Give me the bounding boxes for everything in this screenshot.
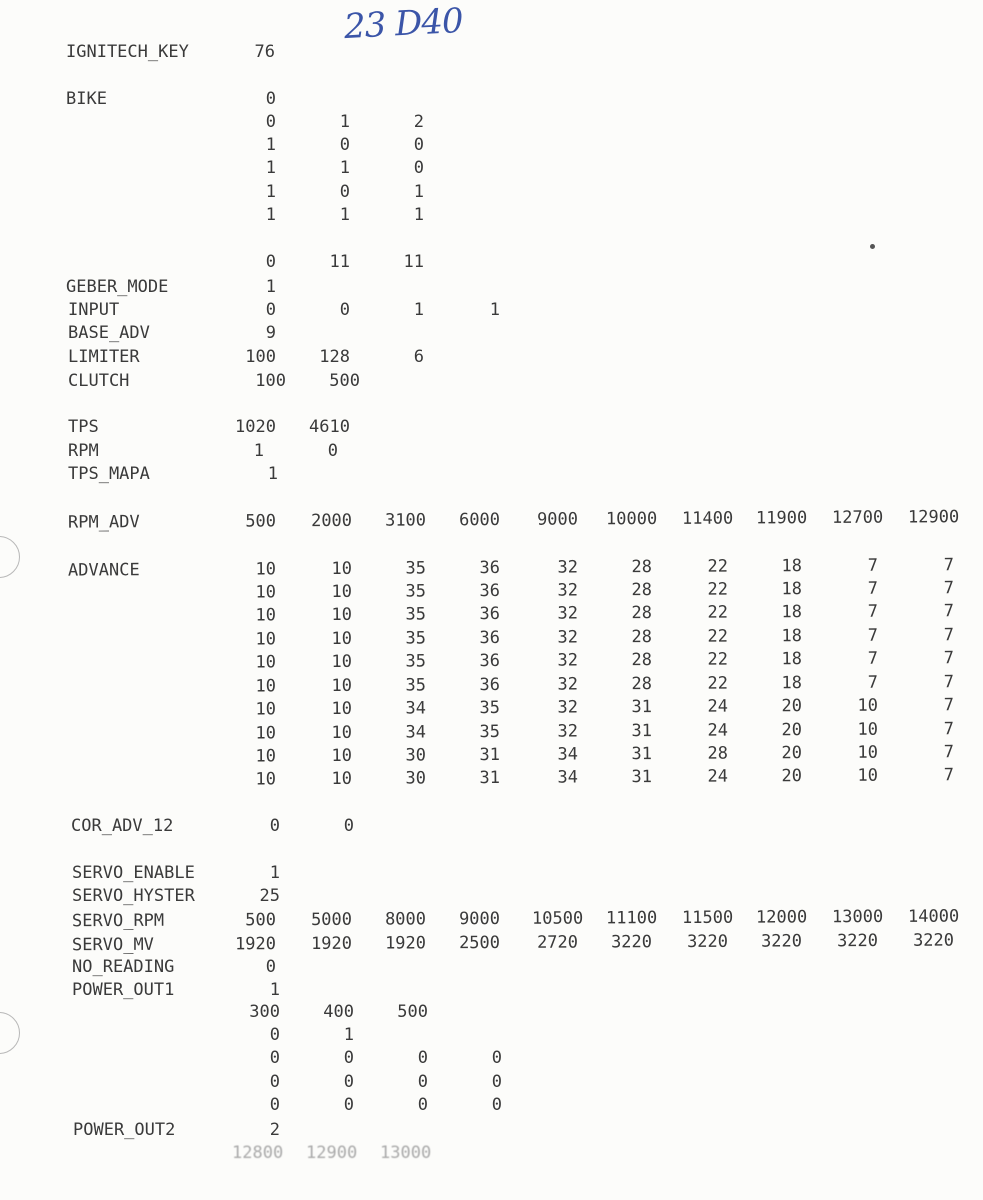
parameter-value: 36 bbox=[479, 674, 501, 696]
parameter-value: 1 bbox=[269, 863, 280, 883]
parameter-value: 0 bbox=[339, 300, 350, 320]
parameter-value: 10 bbox=[331, 768, 353, 789]
parameter-value: 0 bbox=[269, 1095, 280, 1115]
parameter-value: 11400 bbox=[681, 508, 734, 529]
parameter-label: NO_READING bbox=[72, 957, 175, 977]
parameter-value: 10 bbox=[255, 605, 277, 626]
config-row bbox=[0, 251, 983, 273]
ink-speck bbox=[870, 244, 875, 249]
parameter-value: 20 bbox=[781, 696, 803, 717]
parameter-value: 11 bbox=[403, 252, 424, 272]
parameter-value: 28 bbox=[707, 743, 729, 764]
parameter-label: SERVO_HYSTER bbox=[72, 886, 195, 906]
parameter-value: 0 bbox=[417, 1072, 428, 1092]
parameter-value: 1920 bbox=[384, 933, 427, 954]
parameter-value: 500 bbox=[245, 511, 277, 532]
parameter-value: 0 bbox=[417, 1095, 428, 1115]
parameter-value: 35 bbox=[405, 628, 427, 649]
config-row bbox=[0, 694, 983, 722]
parameter-value: 12900 bbox=[907, 507, 960, 528]
parameter-value: 10000 bbox=[605, 508, 658, 530]
parameter-label: RPM bbox=[68, 441, 99, 461]
parameter-label: IGNITECH_KEY bbox=[66, 42, 189, 62]
config-row bbox=[0, 1047, 983, 1069]
config-row bbox=[0, 600, 983, 628]
parameter-value: 7 bbox=[867, 672, 879, 693]
parameter-label: SERVO_RPM bbox=[71, 910, 165, 932]
parameter-value: 1 bbox=[339, 112, 350, 132]
parameter-value: 7 bbox=[943, 555, 955, 576]
parameter-value: 0 bbox=[339, 182, 350, 202]
parameter-label: POWER_OUT2 bbox=[73, 1120, 176, 1140]
parameter-value: 28 bbox=[631, 603, 653, 624]
parameter-value: 32 bbox=[557, 603, 579, 624]
parameter-value: 10 bbox=[255, 629, 277, 650]
parameter-value: 32 bbox=[557, 557, 579, 578]
parameter-value: 1 bbox=[265, 182, 276, 202]
config-row bbox=[0, 440, 983, 462]
parameter-value: 7 bbox=[943, 742, 955, 763]
parameter-value: 10 bbox=[255, 582, 277, 603]
parameter-value: 20 bbox=[781, 720, 803, 741]
parameter-value: 0 bbox=[269, 1048, 280, 1068]
config-row bbox=[0, 204, 983, 226]
parameter-value: 3220 bbox=[912, 930, 955, 951]
parameter-value: 36 bbox=[479, 603, 501, 625]
parameter-value: 0 bbox=[413, 135, 424, 155]
parameter-value: 18 bbox=[781, 556, 803, 577]
parameter-label: SERVO_MV bbox=[71, 934, 154, 956]
parameter-value: 0 bbox=[265, 957, 276, 977]
parameter-value: 10 bbox=[331, 651, 353, 672]
parameter-value: 22 bbox=[707, 673, 729, 694]
parameter-value: 7 bbox=[943, 648, 955, 669]
parameter-value: 7 bbox=[867, 578, 879, 599]
parameter-value: 9000 bbox=[458, 908, 501, 930]
parameter-value: 20 bbox=[781, 743, 803, 764]
parameter-value: 30 bbox=[405, 745, 427, 766]
parameter-value: 1 bbox=[267, 464, 278, 484]
parameter-value: 22 bbox=[707, 602, 729, 623]
parameter-label: TPS_MAPA bbox=[68, 464, 150, 484]
parameter-value: 36 bbox=[479, 627, 501, 649]
parameter-value: 1 bbox=[265, 158, 276, 178]
config-row bbox=[0, 111, 983, 133]
parameter-value: 0 bbox=[491, 1048, 502, 1068]
config-row bbox=[0, 1094, 983, 1116]
parameter-value: 32 bbox=[557, 721, 579, 742]
parameter-value: 22 bbox=[707, 649, 729, 670]
parameter-label: COR_ADV_12 bbox=[71, 816, 174, 836]
parameter-value: 11 bbox=[329, 252, 350, 272]
parameter-label: GEBER_MODE bbox=[66, 277, 169, 297]
parameter-value: 2720 bbox=[536, 932, 579, 953]
parameter-value: 7 bbox=[943, 672, 955, 693]
parameter-value: 20 bbox=[781, 766, 803, 787]
parameter-value: 0 bbox=[491, 1095, 502, 1115]
config-row bbox=[0, 134, 983, 156]
parameter-value: 2 bbox=[413, 112, 424, 132]
parameter-value: 7 bbox=[943, 625, 955, 646]
parameter-value: 10500 bbox=[531, 908, 584, 929]
parameter-value: 1 bbox=[413, 205, 424, 225]
parameter-label: INPUT bbox=[68, 300, 120, 320]
parameter-value: 35 bbox=[405, 558, 427, 579]
config-row bbox=[0, 463, 983, 485]
config-row bbox=[0, 157, 983, 179]
parameter-value: 7 bbox=[867, 601, 879, 622]
parameter-value: 31 bbox=[631, 744, 653, 765]
parameter-value: 0 bbox=[269, 1025, 280, 1045]
parameter-value: 18 bbox=[781, 626, 803, 647]
handwritten-note: 23 D40 bbox=[343, 0, 464, 48]
config-row bbox=[0, 764, 983, 792]
parameter-value: 10 bbox=[255, 559, 277, 580]
parameter-value: 10 bbox=[255, 676, 277, 697]
parameter-value: 10 bbox=[331, 745, 353, 766]
config-row bbox=[0, 862, 983, 884]
parameter-value: 1 bbox=[343, 1025, 354, 1045]
parameter-value: 10 bbox=[255, 769, 277, 790]
config-row bbox=[0, 1071, 983, 1093]
parameter-value: 10 bbox=[255, 723, 277, 744]
parameter-value: 1920 bbox=[310, 933, 353, 954]
parameter-value: 32 bbox=[557, 697, 579, 718]
parameter-value: 34 bbox=[405, 698, 427, 719]
parameter-value: 1 bbox=[269, 980, 280, 1000]
parameter-value: 25 bbox=[259, 886, 280, 906]
parameter-value: 28 bbox=[631, 650, 653, 671]
config-row bbox=[0, 370, 983, 392]
parameter-value: 12900 bbox=[306, 1143, 358, 1163]
config-row bbox=[0, 1142, 983, 1164]
parameter-value: 32 bbox=[557, 674, 579, 695]
parameter-value: 128 bbox=[319, 347, 350, 367]
parameter-value: 2500 bbox=[458, 932, 501, 954]
parameter-label: LIMITER bbox=[68, 347, 140, 367]
parameter-value: 0 bbox=[269, 816, 280, 836]
parameter-value: 13000 bbox=[380, 1143, 432, 1163]
parameter-value: 12800 bbox=[232, 1143, 284, 1163]
parameter-value: 12000 bbox=[755, 907, 808, 928]
parameter-value: 500 bbox=[245, 910, 277, 931]
parameter-value: 0 bbox=[343, 1048, 354, 1068]
config-row bbox=[0, 979, 983, 1001]
config-row bbox=[0, 885, 983, 907]
config-row bbox=[0, 299, 983, 321]
parameter-value: 10 bbox=[331, 581, 353, 602]
parameter-value: 18 bbox=[781, 673, 803, 694]
parameter-value: 10 bbox=[255, 699, 277, 720]
parameter-value: 31 bbox=[479, 744, 501, 766]
parameter-value: 6 bbox=[413, 347, 424, 367]
config-row bbox=[0, 506, 983, 534]
parameter-value: 500 bbox=[329, 371, 360, 391]
config-row bbox=[0, 322, 983, 344]
parameter-label: CLUTCH bbox=[68, 371, 130, 391]
parameter-value: 2 bbox=[269, 1120, 280, 1140]
parameter-label: BASE_ADV bbox=[68, 323, 150, 343]
parameter-value: 1 bbox=[265, 277, 276, 297]
config-row bbox=[0, 647, 983, 675]
parameter-value: 28 bbox=[631, 627, 653, 648]
parameter-value: 0 bbox=[265, 89, 276, 109]
parameter-value: 10 bbox=[331, 558, 353, 579]
parameter-value: 10 bbox=[857, 719, 879, 740]
parameter-value: 7 bbox=[943, 719, 955, 740]
parameter-label: BIKE bbox=[66, 89, 107, 109]
parameter-value: 7 bbox=[867, 555, 879, 576]
parameter-value: 3220 bbox=[836, 930, 879, 952]
parameter-value: 0 bbox=[265, 252, 276, 272]
config-row bbox=[0, 1024, 983, 1046]
config-row bbox=[0, 181, 983, 203]
parameter-value: 1 bbox=[413, 182, 424, 202]
parameter-value: 11100 bbox=[605, 908, 658, 929]
parameter-value: 10 bbox=[255, 746, 277, 767]
parameter-value: 8000 bbox=[384, 909, 427, 930]
parameter-value: 0 bbox=[265, 300, 276, 320]
parameter-value: 10 bbox=[857, 695, 879, 716]
parameter-value: 11500 bbox=[681, 907, 734, 929]
config-row bbox=[0, 276, 983, 298]
parameter-value: 9000 bbox=[536, 509, 579, 530]
config-row bbox=[0, 41, 983, 63]
parameter-value: 12700 bbox=[831, 507, 884, 528]
parameter-value: 24 bbox=[707, 720, 729, 741]
parameter-value: 0 bbox=[269, 1072, 280, 1092]
parameter-value: 3220 bbox=[610, 932, 653, 953]
parameter-value: 13000 bbox=[831, 906, 884, 928]
parameter-value: 10 bbox=[331, 675, 353, 696]
config-row bbox=[0, 88, 983, 110]
parameter-value: 18 bbox=[781, 579, 803, 600]
parameter-value: 7 bbox=[943, 695, 955, 716]
parameter-value: 1 bbox=[265, 205, 276, 225]
parameter-value: 28 bbox=[631, 674, 653, 695]
config-row bbox=[0, 929, 983, 956]
parameter-value: 1 bbox=[413, 300, 424, 320]
parameter-value: 28 bbox=[631, 557, 653, 578]
parameter-value: 3220 bbox=[760, 931, 803, 952]
parameter-value: 76 bbox=[254, 42, 275, 62]
parameter-value: 18 bbox=[781, 602, 803, 623]
parameter-value: 7 bbox=[867, 648, 879, 669]
parameter-value: 34 bbox=[557, 767, 579, 788]
parameter-value: 36 bbox=[479, 580, 501, 602]
parameter-value: 0 bbox=[417, 1048, 428, 1068]
parameter-value: 35 bbox=[405, 581, 427, 602]
parameter-value: 35 bbox=[479, 697, 501, 719]
parameter-value: 1920 bbox=[234, 934, 277, 955]
parameter-value: 6000 bbox=[458, 509, 501, 531]
parameter-value: 0 bbox=[339, 135, 350, 155]
parameter-value: 10 bbox=[857, 765, 879, 786]
config-row bbox=[0, 1001, 983, 1023]
parameter-value: 500 bbox=[397, 1002, 428, 1022]
parameter-value: 36 bbox=[479, 650, 501, 672]
config-row bbox=[0, 905, 983, 932]
parameter-label: TPS bbox=[68, 417, 99, 437]
parameter-value: 0 bbox=[343, 1095, 354, 1115]
parameter-value: 300 bbox=[249, 1002, 280, 1022]
parameter-value: 24 bbox=[707, 696, 729, 717]
parameter-value: 1 bbox=[489, 300, 500, 320]
parameter-value: 1 bbox=[339, 158, 350, 178]
parameter-value: 7 bbox=[943, 578, 955, 599]
parameter-value: 10 bbox=[331, 628, 353, 649]
parameter-value: 34 bbox=[405, 722, 427, 743]
parameter-value: 30 bbox=[405, 768, 427, 789]
config-row bbox=[0, 956, 983, 978]
parameter-value: 3100 bbox=[384, 510, 427, 531]
parameter-value: 36 bbox=[479, 557, 501, 579]
parameter-value: 18 bbox=[781, 649, 803, 670]
parameter-value: 34 bbox=[557, 744, 579, 765]
parameter-value: 22 bbox=[707, 579, 729, 600]
parameter-value: 0 bbox=[327, 441, 338, 461]
parameter-value: 7 bbox=[867, 625, 879, 646]
parameter-value: 10 bbox=[331, 698, 353, 719]
parameter-value: 100 bbox=[255, 371, 286, 391]
parameter-value: 2000 bbox=[310, 510, 353, 532]
parameter-value: 5000 bbox=[310, 909, 353, 930]
config-row bbox=[0, 1119, 983, 1141]
parameter-value: 7 bbox=[943, 601, 955, 622]
parameter-value: 10 bbox=[255, 652, 277, 673]
parameter-value: 0 bbox=[343, 1072, 354, 1092]
parameter-value: 31 bbox=[631, 721, 653, 742]
parameter-value: 4610 bbox=[309, 417, 350, 437]
parameter-value: 35 bbox=[405, 651, 427, 672]
parameter-value: 28 bbox=[631, 580, 653, 601]
parameter-value: 400 bbox=[323, 1002, 354, 1022]
parameter-value: 24 bbox=[707, 766, 729, 787]
config-row bbox=[0, 346, 983, 368]
parameter-value: 32 bbox=[557, 650, 579, 671]
parameter-label: RPM_ADV bbox=[67, 512, 140, 533]
parameter-value: 0 bbox=[491, 1072, 502, 1092]
parameter-value: 1 bbox=[253, 441, 264, 461]
parameter-value: 0 bbox=[343, 816, 354, 836]
parameter-label: POWER_OUT1 bbox=[72, 980, 175, 1000]
parameter-value: 7 bbox=[943, 765, 955, 786]
parameter-value: 0 bbox=[413, 158, 424, 178]
parameter-value: 35 bbox=[405, 675, 427, 696]
parameter-value: 32 bbox=[557, 580, 579, 601]
parameter-value: 31 bbox=[631, 767, 653, 788]
parameter-value: 11900 bbox=[755, 508, 808, 529]
parameter-value: 31 bbox=[631, 697, 653, 718]
parameter-value: 35 bbox=[405, 604, 427, 625]
parameter-value: 31 bbox=[479, 767, 501, 789]
parameter-label: ADVANCE bbox=[67, 560, 140, 581]
parameter-value: 1 bbox=[339, 205, 350, 225]
parameter-value: 100 bbox=[245, 347, 276, 367]
parameter-value: 32 bbox=[557, 627, 579, 648]
parameter-value: 9 bbox=[265, 323, 276, 343]
config-row bbox=[0, 416, 983, 438]
parameter-value: 1 bbox=[265, 135, 276, 155]
parameter-value: 10 bbox=[857, 742, 879, 763]
parameter-value: 35 bbox=[479, 721, 501, 743]
parameter-value: 14000 bbox=[907, 906, 960, 927]
parameter-value: 0 bbox=[265, 112, 276, 132]
parameter-label: SERVO_ENABLE bbox=[72, 863, 195, 883]
parameter-value: 22 bbox=[707, 626, 729, 647]
config-row bbox=[0, 815, 983, 837]
parameter-value: 1020 bbox=[235, 417, 276, 437]
parameter-value: 10 bbox=[331, 722, 353, 743]
parameter-value: 10 bbox=[331, 604, 353, 625]
parameter-value: 3220 bbox=[686, 931, 729, 952]
parameter-value: 22 bbox=[707, 556, 729, 577]
